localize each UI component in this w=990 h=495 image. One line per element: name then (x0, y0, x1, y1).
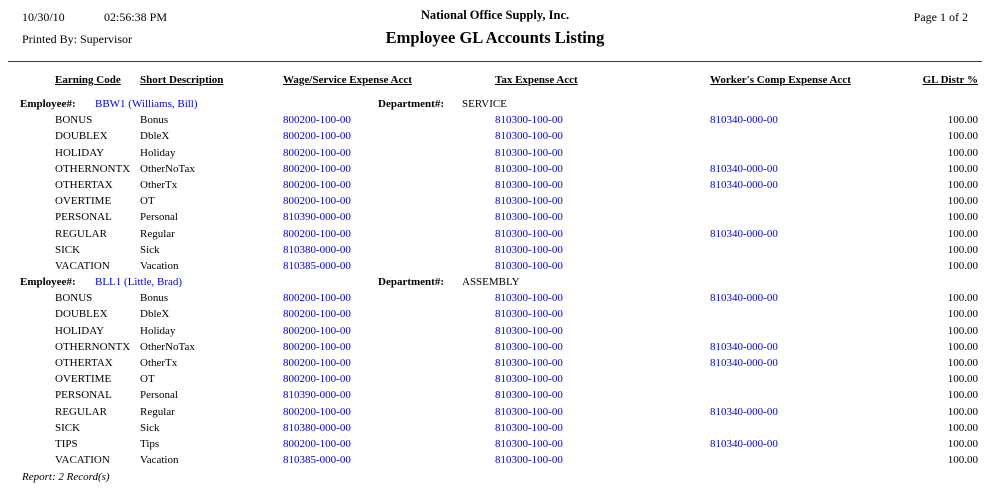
wage-expense-acct-link[interactable]: 800200-100-00 (283, 437, 351, 450)
tax-expense-acct-link[interactable]: 810300-100-00 (495, 437, 563, 450)
wage-expense-acct-link[interactable]: 810385-000-00 (283, 454, 351, 467)
wage-expense-acct-link[interactable]: 810385-000-00 (283, 259, 351, 272)
tax-expense-acct-link[interactable]: 810300-100-00 (495, 259, 563, 272)
earning-code-cell: SICK (55, 243, 81, 256)
wage-expense-acct-link[interactable]: 800200-100-00 (283, 227, 351, 240)
earning-code-row (0, 112, 990, 128)
short-description-cell: OtherNoTax (140, 340, 195, 353)
short-description-cell: Bonus (140, 292, 169, 305)
tax-expense-acct-link[interactable]: 810300-100-00 (495, 243, 563, 256)
column-header-earning-code: Earning Code (55, 74, 121, 86)
comp-expense-acct-link[interactable]: 810340-000-00 (710, 437, 778, 450)
report-record-count: Report: 2 Record(s) (22, 471, 110, 483)
comp-expense-acct-link[interactable]: 810340-000-00 (710, 405, 778, 418)
wage-expense-acct-link[interactable]: 810390-000-00 (283, 211, 351, 224)
short-description-cell: Regular (140, 227, 175, 240)
comp-expense-acct-link[interactable]: 810340-000-00 (710, 357, 778, 369)
wage-expense-acct-link[interactable]: 810390-000-00 (283, 389, 351, 402)
gl-distr-pct-cell: 100.00 (947, 421, 978, 434)
short-description-cell: OtherTx (140, 178, 178, 191)
short-description-cell: Bonus (140, 114, 169, 127)
short-description-cell: DbleX (140, 308, 170, 321)
tax-expense-acct-link[interactable]: 810300-100-00 (495, 227, 563, 240)
earning-code-row (0, 404, 990, 420)
column-header-row (0, 62, 990, 96)
employee-group-header (0, 274, 990, 290)
gl-distr-pct-cell: 100.00 (947, 405, 978, 418)
wage-expense-acct-link[interactable]: 800200-100-00 (283, 162, 351, 175)
tax-expense-acct-link[interactable]: 810300-100-00 (495, 211, 563, 224)
short-description-cell: Vacation (140, 259, 179, 272)
earning-code-row (0, 161, 990, 177)
earning-code-cell: TIPS (55, 437, 78, 450)
earning-code-cell: DOUBLEX (55, 308, 108, 321)
report-title-block (0, 8, 990, 48)
earning-code-row (0, 355, 990, 371)
earning-code-cell: OVERTIME (55, 195, 112, 208)
gl-distr-pct-cell: 100.00 (947, 146, 978, 159)
company-name: National Office Supply, Inc. (420, 8, 570, 22)
wage-expense-acct-link[interactable]: 800200-100-00 (283, 308, 351, 321)
gl-distr-pct-cell: 100.00 (947, 308, 978, 321)
gl-distr-pct-cell: 100.00 (947, 195, 978, 208)
employee-group-header (0, 96, 990, 112)
earning-code-row (0, 290, 990, 306)
earning-code-cell: REGULAR (55, 405, 107, 418)
gl-distr-pct-cell: 100.00 (947, 437, 978, 450)
tax-expense-acct-link[interactable]: 810300-100-00 (495, 340, 563, 353)
gl-distr-pct-cell: 100.00 (947, 292, 978, 305)
wage-expense-acct-link[interactable]: 800200-100-00 (283, 373, 351, 386)
earning-code-cell: VACATION (55, 259, 110, 272)
comp-expense-acct-link[interactable]: 810340-000-00 (710, 340, 778, 353)
column-header-comp-expense-acct: Worker's Comp Expense Acct (710, 74, 851, 86)
wage-expense-acct-link[interactable]: 800200-100-00 (283, 178, 351, 191)
report-groups (0, 96, 990, 468)
wage-expense-acct-link[interactable]: 800200-100-00 (283, 357, 351, 369)
comp-expense-acct-link[interactable]: 810340-000-00 (710, 114, 778, 127)
tax-expense-acct-link[interactable]: 810300-100-00 (495, 324, 563, 337)
report-header (0, 0, 990, 61)
earning-code-row (0, 436, 990, 452)
comp-expense-acct-link[interactable]: 810340-000-00 (710, 178, 778, 191)
tax-expense-acct-link[interactable]: 810300-100-00 (495, 292, 563, 305)
short-description-cell: Sick (140, 243, 160, 256)
tax-expense-acct-link[interactable]: 810300-100-00 (495, 421, 563, 434)
column-header-gl-distr-pct: GL Distr % (922, 74, 978, 86)
earning-code-row (0, 258, 990, 274)
earning-code-cell: OTHERTAX (55, 357, 113, 369)
tax-expense-acct-link[interactable]: 810300-100-00 (495, 114, 563, 127)
tax-expense-acct-link[interactable]: 810300-100-00 (495, 162, 563, 175)
short-description-cell: Holiday (140, 324, 176, 337)
short-description-cell: Holiday (140, 146, 176, 159)
short-description-cell: DbleX (140, 130, 170, 143)
short-description-cell: Personal (140, 211, 178, 224)
short-description-cell: Sick (140, 421, 160, 434)
gl-distr-pct-cell: 100.00 (947, 130, 978, 143)
earning-code-cell: HOLIDAY (55, 324, 105, 337)
earning-code-cell: OTHERNONTX (55, 340, 131, 353)
earning-code-row (0, 452, 990, 468)
short-description-cell: Tips (140, 437, 160, 450)
column-header-tax-expense-acct: Tax Expense Acct (495, 74, 578, 86)
tax-expense-acct-link[interactable]: 810300-100-00 (495, 373, 563, 386)
wage-expense-acct-link[interactable]: 800200-100-00 (283, 324, 351, 337)
gl-distr-pct-cell: 100.00 (947, 178, 978, 191)
short-description-cell: Regular (140, 405, 175, 418)
earning-code-cell: BONUS (55, 292, 93, 305)
earning-code-cell: OVERTIME (55, 373, 112, 386)
earning-code-row (0, 242, 990, 258)
earning-code-row (0, 323, 990, 339)
department-label: Department#: (378, 98, 444, 110)
wage-expense-acct-link[interactable]: 800200-100-00 (283, 130, 351, 143)
employee-number-label: Employee#: (20, 98, 76, 110)
earning-code-row (0, 145, 990, 161)
report-time: 02:56:38 PM (104, 10, 168, 24)
report-date: 10/30/10 (22, 10, 65, 24)
earning-code-row (0, 128, 990, 144)
short-description-cell: OtherNoTax (140, 162, 195, 175)
tax-expense-acct-link[interactable]: 810300-100-00 (495, 178, 563, 191)
earning-code-row (0, 339, 990, 355)
earning-code-row (0, 177, 990, 193)
gl-distr-pct-cell: 100.00 (947, 324, 978, 337)
wage-expense-acct-link[interactable]: 800200-100-00 (283, 114, 351, 127)
earning-code-row (0, 420, 990, 436)
tax-expense-acct-link[interactable]: 810300-100-00 (495, 405, 563, 418)
tax-expense-acct-link[interactable]: 810300-100-00 (495, 389, 563, 402)
comp-expense-acct-link[interactable]: 810340-000-00 (710, 162, 778, 175)
earning-code-cell: HOLIDAY (55, 146, 105, 159)
tax-expense-acct-link[interactable]: 810300-100-00 (495, 454, 563, 467)
tax-expense-acct-link[interactable]: 810300-100-00 (495, 357, 563, 369)
earning-code-cell: SICK (55, 421, 81, 434)
gl-distr-pct-cell: 100.00 (947, 243, 978, 256)
department-label: Department#: (378, 276, 444, 289)
tax-expense-acct-link[interactable]: 810300-100-00 (495, 146, 563, 159)
column-header-short-description: Short Description (140, 74, 224, 86)
earning-code-row (0, 387, 990, 403)
tax-expense-acct-link[interactable]: 810300-100-00 (495, 130, 563, 143)
gl-distr-pct-cell: 100.00 (947, 114, 978, 127)
tax-expense-acct-link[interactable]: 810300-100-00 (495, 195, 563, 208)
page-indicator: Page 1 of 2 (913, 10, 968, 24)
page-title: Employee GL Accounts Listing (385, 28, 605, 47)
comp-expense-acct-link[interactable]: 810340-000-00 (710, 292, 778, 305)
earning-code-cell: OTHERNONTX (55, 162, 131, 175)
gl-distr-pct-cell: 100.00 (947, 357, 978, 369)
short-description-cell: OtherTx (140, 357, 178, 369)
short-description-cell: OT (140, 195, 155, 208)
gl-distr-pct-cell: 100.00 (947, 162, 978, 175)
short-description-cell: OT (140, 373, 155, 386)
wage-expense-acct-link[interactable]: 800200-100-00 (283, 340, 351, 353)
printed-by-label: Printed By: Supervisor (22, 32, 132, 46)
earning-code-row (0, 226, 990, 242)
earning-code-cell: REGULAR (55, 227, 107, 240)
gl-distr-pct-cell: 100.00 (947, 211, 978, 224)
employee-number-link[interactable]: BLL1 (Little, Brad) (95, 276, 183, 289)
wage-expense-acct-link[interactable]: 810380-000-00 (283, 421, 351, 434)
earning-code-cell: DOUBLEX (55, 130, 108, 143)
gl-distr-pct-cell: 100.00 (947, 227, 978, 240)
earning-code-cell: PERSONAL (55, 211, 112, 224)
short-description-cell: Personal (140, 389, 178, 402)
earning-code-cell: BONUS (55, 114, 93, 127)
earning-code-cell: OTHERTAX (55, 178, 113, 191)
short-description-cell: Vacation (140, 454, 179, 467)
employee-number-link[interactable]: BBW1 (Williams, Bill) (95, 98, 198, 110)
gl-distr-pct-cell: 100.00 (947, 259, 978, 272)
earning-code-cell: PERSONAL (55, 389, 112, 402)
gl-distr-pct-cell: 100.00 (947, 389, 978, 402)
gl-distr-pct-cell: 100.00 (947, 373, 978, 386)
wage-expense-acct-link[interactable]: 810380-000-00 (283, 243, 351, 256)
earning-code-row (0, 306, 990, 322)
tax-expense-acct-link[interactable]: 810300-100-00 (495, 308, 563, 321)
employee-number-label: Employee#: (20, 276, 76, 289)
department-value: SERVICE (462, 98, 507, 110)
earning-code-cell: VACATION (55, 454, 110, 467)
wage-expense-acct-link[interactable]: 800200-100-00 (283, 292, 351, 305)
gl-distr-pct-cell: 100.00 (947, 340, 978, 353)
wage-expense-acct-link[interactable]: 800200-100-00 (283, 195, 351, 208)
earning-code-row (0, 209, 990, 225)
comp-expense-acct-link[interactable]: 810340-000-00 (710, 227, 778, 240)
wage-expense-acct-link[interactable]: 800200-100-00 (283, 405, 351, 418)
gl-distr-pct-cell: 100.00 (947, 454, 978, 467)
column-header-wage-expense-acct: Wage/Service Expense Acct (283, 74, 412, 86)
wage-expense-acct-link[interactable]: 800200-100-00 (283, 146, 351, 159)
department-value: ASSEMBLY (462, 276, 520, 289)
earning-code-row (0, 371, 990, 387)
earning-code-row (0, 193, 990, 209)
